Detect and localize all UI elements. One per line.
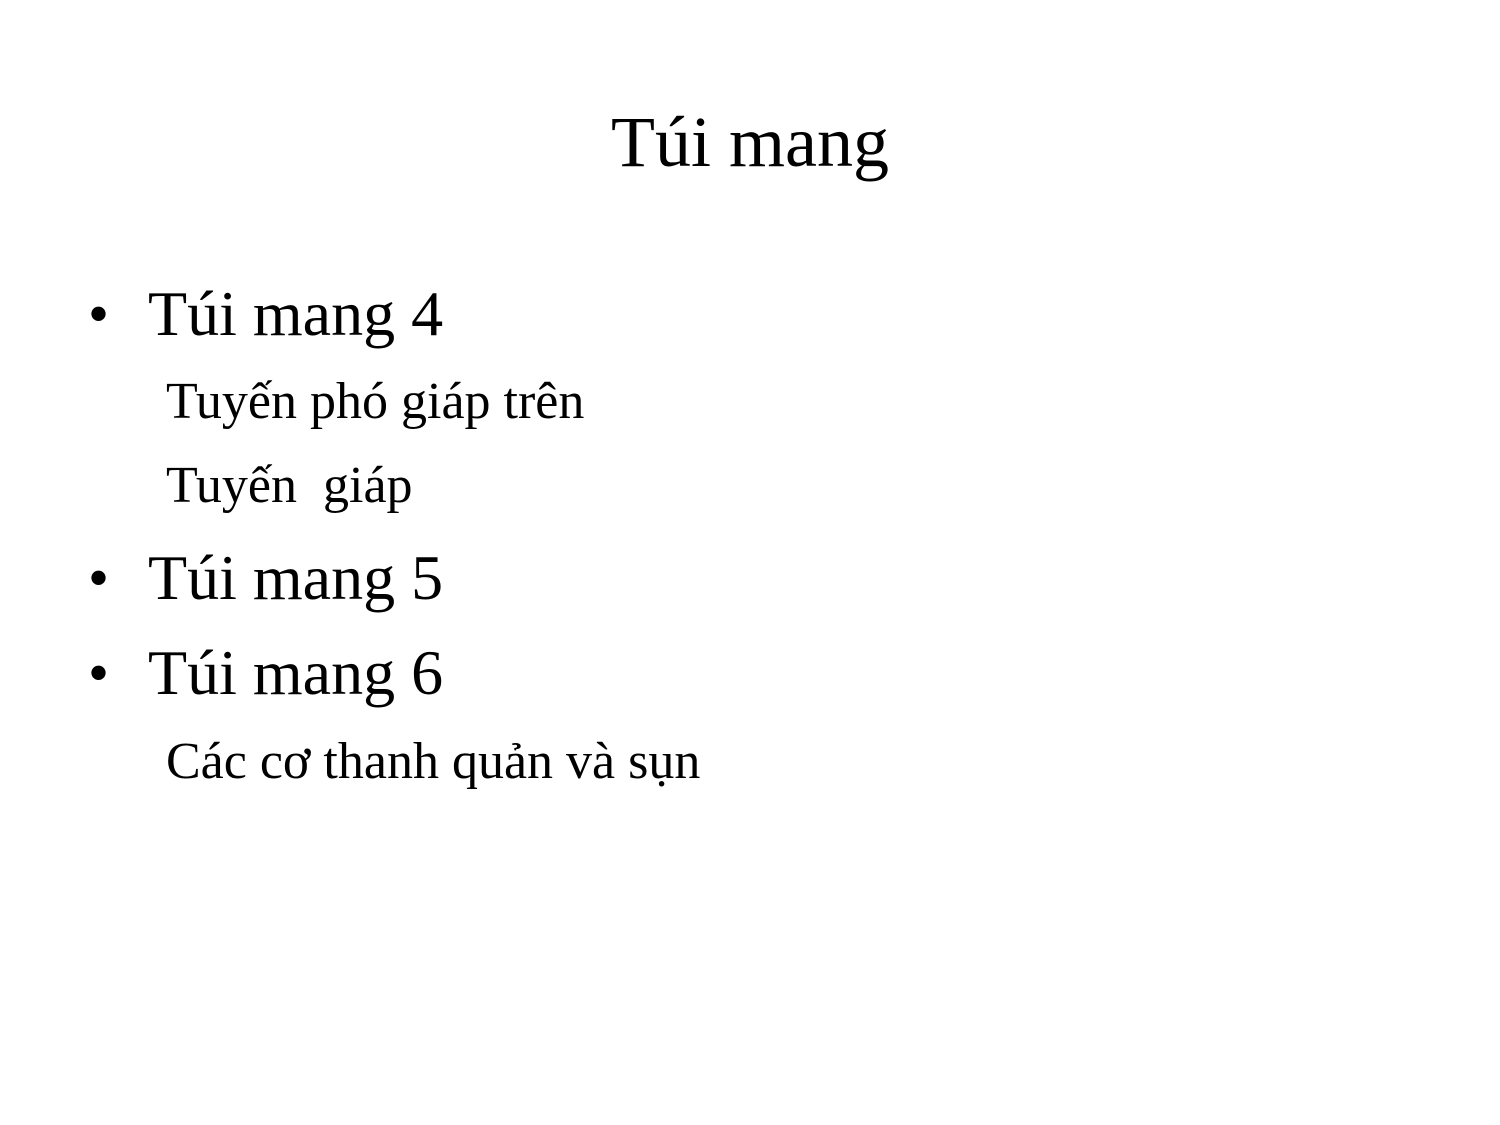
slide-title: Túi mang [611, 102, 889, 182]
bullet-icon: • [88, 281, 110, 347]
sub-item: Tuyến phó giáp trên [166, 373, 585, 430]
bullet-icon: • [88, 545, 110, 611]
bullet-label: Túi mang 5 [148, 542, 444, 613]
bullet-icon: • [88, 640, 110, 706]
bullet-label: Túi mang 6 [148, 637, 444, 708]
sub-item: Tuyến giáp [166, 457, 413, 514]
bullet-label: Túi mang 4 [148, 278, 444, 349]
sub-item: Các cơ thanh quản và sụn [166, 733, 701, 790]
